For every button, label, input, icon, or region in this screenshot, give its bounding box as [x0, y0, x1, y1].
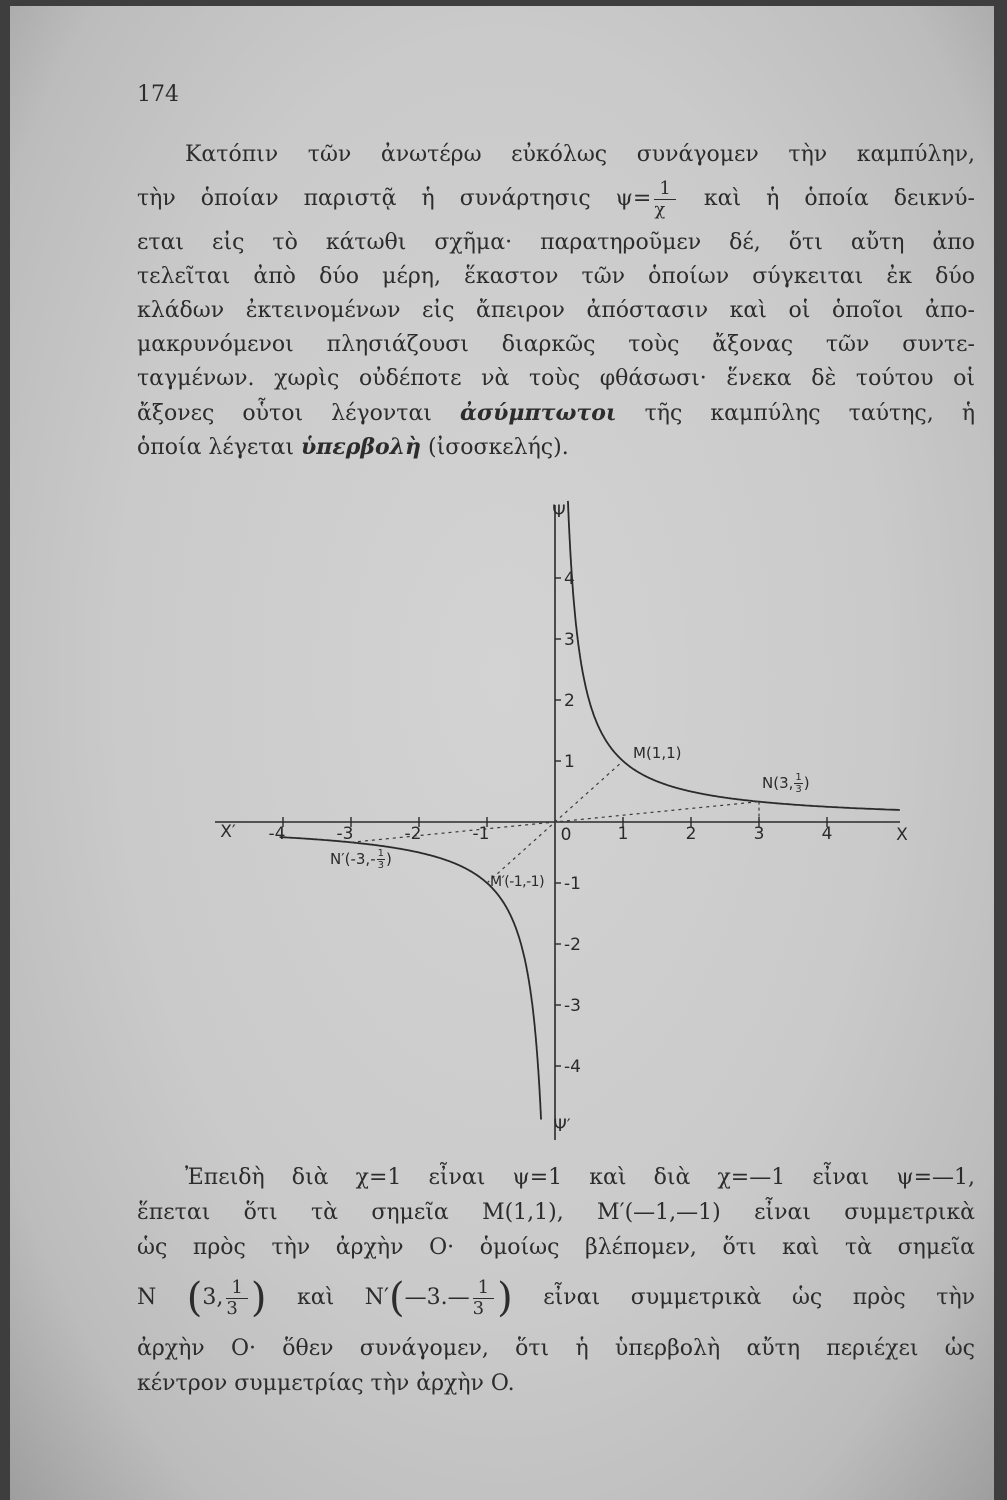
- text-line: Κατόπιν τῶν ἀνωτέρω εὐκόλως συνάγομεν τὴν καμπύλην,: [185, 142, 975, 167]
- text-line: ἕπεται ὅτι τὰ σημεῖα M(1,1), M′(—1,—1) εἶναι συμμετρικὰ: [137, 1200, 975, 1225]
- y-tick-label: 2: [564, 691, 575, 711]
- text-segment: 3,: [202, 1285, 224, 1310]
- point-label-m-prime: [490, 873, 544, 891]
- text-line-with-fraction: [137, 172, 975, 226]
- fraction-denominator: 3: [472, 1297, 485, 1319]
- fraction-numerator: 1: [654, 179, 675, 200]
- x-tick-label: 1: [617, 824, 629, 844]
- text-segment: N: [137, 1285, 187, 1310]
- hyperbola-figure: [200, 495, 920, 1155]
- x-tick-label: 3: [753, 824, 765, 844]
- fraction-numerator: 1: [377, 848, 384, 860]
- fraction-numerator: 1: [473, 1278, 494, 1299]
- page-number: 174: [137, 82, 179, 107]
- text-segment: εἶναι συμμετρικὰ ὡς πρὸς τὴν: [512, 1285, 975, 1310]
- hyperbola-branch-right: [568, 501, 900, 810]
- text-segment: καὶ N′: [266, 1285, 390, 1310]
- point-label-text: M′(-1,-1): [490, 874, 545, 890]
- text-segment: ὁποία λέγεται: [137, 435, 301, 460]
- x-tick-label: -2: [404, 824, 422, 844]
- point-label-text: N(3,: [762, 773, 794, 792]
- fraction-one-third: [226, 1278, 247, 1319]
- fraction-denominator: 3: [795, 783, 802, 795]
- point-label-n-prime: [330, 848, 392, 871]
- fraction-one-third: [473, 1278, 494, 1319]
- text-line: τελεῖται ἀπὸ δύο μέρη, ἕκαστον τῶν ὁποίων σύγκειται ἐκ δύο: [137, 264, 975, 289]
- point-label-text: N′(-3,-: [330, 850, 376, 869]
- left-parenthesis: (: [389, 1275, 405, 1321]
- right-parenthesis: ): [497, 1275, 513, 1321]
- text-line: κέντρον συμμετρίας τὴν ἀρχὴν O.: [137, 1371, 515, 1396]
- y-tick-label: 1: [564, 752, 575, 772]
- x-tick-label: 4: [821, 824, 833, 844]
- text-line: [137, 396, 975, 430]
- x-tick-label: 2: [685, 824, 697, 844]
- term-hyperbola: ὑπερβολὴ: [300, 434, 422, 460]
- point-label-text: M(1,1): [633, 744, 682, 762]
- x-axis-label: X: [896, 825, 908, 845]
- fraction-denominator: 3: [377, 860, 384, 872]
- fraction-numerator: 1: [795, 771, 802, 783]
- text-line: ταγμένων. χωρὶς οὐδέποτε νὰ τοὺς φθάσωσι· ἕνεκα δὲ τούτου οἱ: [137, 366, 975, 391]
- text-line: εται εἰς τὸ κάτωθι σχῆμα· παρατηροῦμεν δέ, ὅτι αὔτη ἀπο: [137, 230, 975, 255]
- x-axis-negative-label: X′: [220, 822, 236, 842]
- y-tick-label: 4: [564, 569, 575, 589]
- fraction-numerator: 1: [226, 1278, 247, 1299]
- text-line: κλάδων ἐκτεινομένων εἰς ἄπειρον ἀπόστασιν καὶ οἱ ὁποῖοι ἀπο-: [137, 298, 975, 323]
- origin-label: 0: [560, 825, 572, 845]
- x-tick-label: -4: [268, 824, 286, 844]
- point-label-fraction: [794, 772, 802, 795]
- y-tick-label: -1: [564, 874, 581, 894]
- text-segment: καὶ ἡ ὁποία δεικνύ-: [678, 186, 975, 211]
- x-tick-label: -3: [336, 824, 354, 844]
- fraction-one-over-chi: [654, 179, 675, 220]
- text-segment: τῆς καμπύλης ταύτης, ἡ: [616, 401, 975, 426]
- text-segment: τὴν ὁποίαν παριστᾷ ἡ συνάρτησις ψ=: [137, 186, 652, 211]
- left-parenthesis: (: [186, 1275, 203, 1321]
- text-line: ἀρχὴν O· ὅθεν συνάγομεν, ὅτι ἡ ὑπερβολὴ αὔτη περιέχει ὡς: [137, 1336, 975, 1361]
- right-parenthesis: ): [250, 1275, 267, 1321]
- y-tick-label: 3: [564, 630, 575, 650]
- text-segment: ἄξονες οὗτοι λέγονται: [137, 401, 461, 426]
- text-line: μακρυνόμενοι πλησιάζουσι διαρκῶς τοὺς ἄξονας τῶν συντε-: [137, 332, 975, 357]
- y-axis-label: Ψ: [552, 502, 566, 522]
- text-line: Ἐπειδὴ διὰ χ=1 εἶναι ψ=1 καὶ διὰ χ=—1 εἶναι ψ=—1,: [185, 1165, 975, 1190]
- x-tick-label: -1: [472, 824, 490, 844]
- fraction-denominator: χ: [654, 198, 666, 220]
- term-asymptotes: ἀσύμπτωτοι: [460, 400, 617, 426]
- text-line: [137, 430, 975, 464]
- y-tick-label: -2: [564, 935, 581, 955]
- point-label-text: ): [803, 773, 810, 792]
- text-segment: (ἰσοσκελής).: [421, 435, 569, 460]
- point-label-n: [762, 772, 810, 795]
- point-label-fraction: [377, 848, 385, 871]
- text-segment: —3.—: [404, 1285, 470, 1310]
- point-label-text: ): [386, 850, 392, 869]
- y-tick-label: -4: [564, 1057, 581, 1077]
- y-axis-negative-label: Ψ′: [553, 1116, 571, 1136]
- text-line: ὡς πρὸς τὴν ἀρχὴν O· ὁμοίως βλέπομεν, ὅτι καὶ τὰ σημεῖα: [137, 1235, 975, 1260]
- paragraph-symmetry: [137, 1160, 975, 1401]
- point-label-m: [633, 744, 682, 762]
- fraction-denominator: 3: [226, 1297, 238, 1319]
- y-tick-label: -3: [564, 996, 581, 1016]
- text-line-with-fractions: [137, 1265, 975, 1331]
- hyperbola-plot: [200, 495, 920, 1155]
- paragraph-intro: [137, 138, 975, 464]
